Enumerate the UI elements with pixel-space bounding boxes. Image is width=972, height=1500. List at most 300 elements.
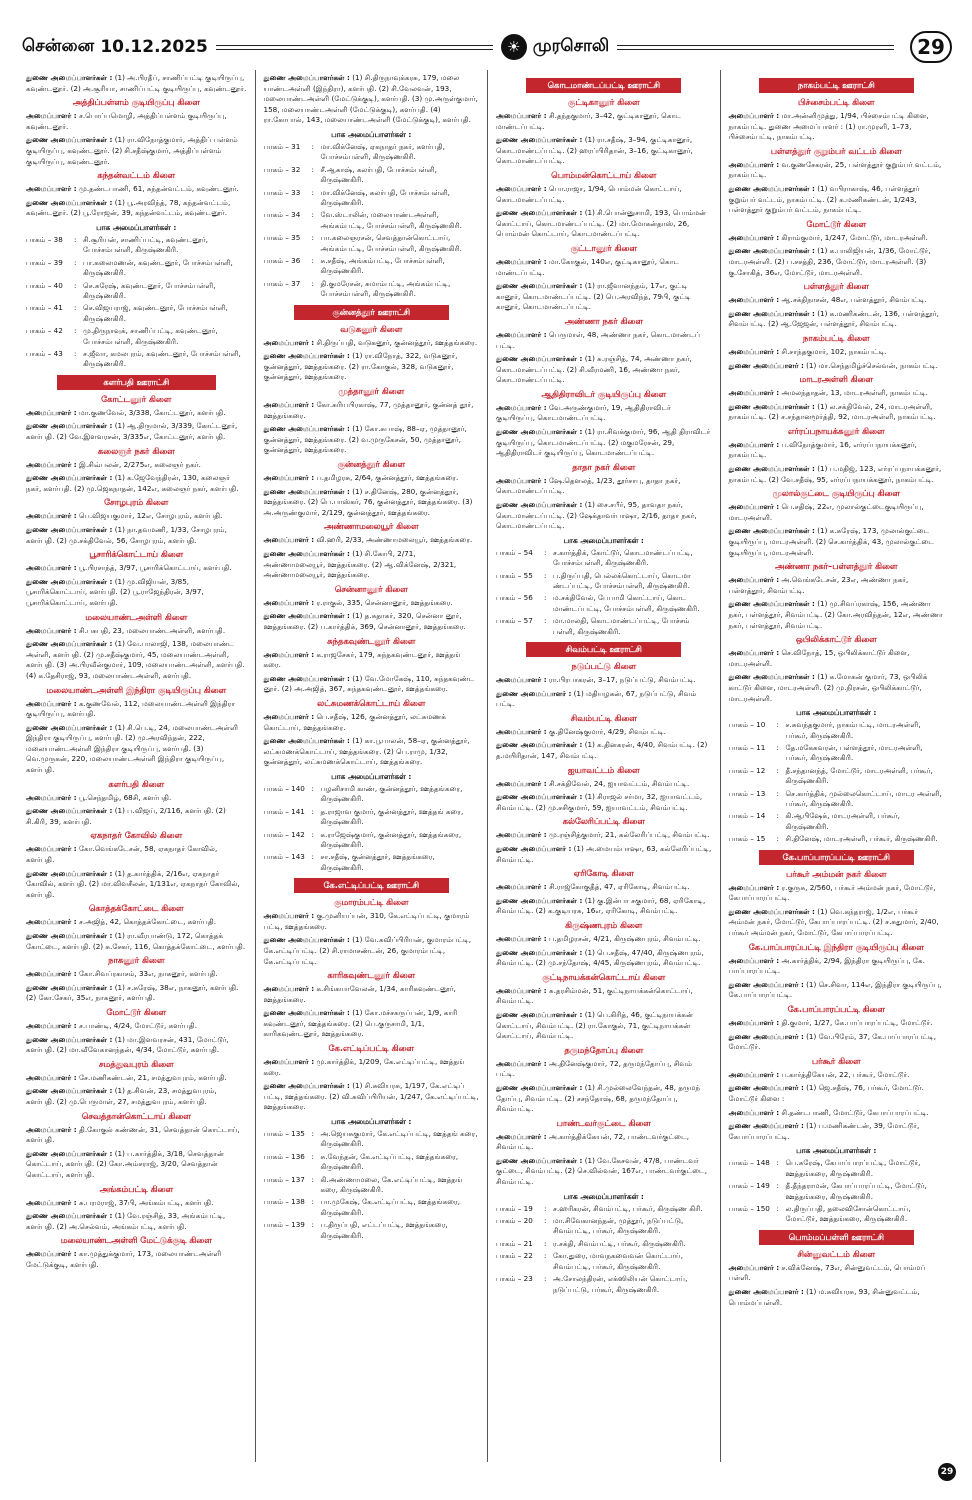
ward-row	[264, 852, 480, 873]
role-label: துணை அமைப்பாளர் :	[496, 688, 572, 698]
member-entry	[26, 917, 247, 928]
role-label: அமைப்பாளர் :	[728, 439, 780, 449]
member-details: தி.குமார், 1/27, கே.பாப்பாரப்பட்டி, மோட்டூர்.	[781, 1017, 933, 1027]
member-entry	[264, 1081, 480, 1113]
ward-number: பாகம் – 15	[728, 834, 766, 844]
member-entry	[729, 1018, 945, 1029]
member-details: கோ.சுரியபிரகாஷ், 77, முத்தானூர், குன்னத் தூர், ஊத்தங்கரை.	[263, 400, 474, 420]
member-entry	[729, 1121, 945, 1142]
member-details: (1) சி.கோபி, 2/71, அண்ணாமலையூர், ஊத்தங்கரை. (2) ஆ.விக்னேஷ், 2/321, அண்ணாமலையூர், ஊத்தங்கரை.	[263, 548, 457, 580]
member-details: (1) சி.பெ.டி, 24, மலையாண்டஅள்ளி இந்திரா குடியிருப்பு, களர்பதி. (2) மு.அரவிந்தன், 222, மலையாண்டஅள்ளி இந்திரா குடியிருப்பு, களர்பதி. (3) வெ.முருகன், 220, மலையாண்டஅள்ளி இந்திரா குடியிருப்பு, களர்பதி.	[26, 722, 239, 775]
role-label: அமைப்பாளர் :	[26, 917, 77, 927]
ward-row	[729, 789, 945, 810]
member-entry	[26, 511, 247, 522]
issue-date: 10.12.2025	[100, 37, 208, 57]
member-details: (1) சி.பொன்னுசாமி, 193, பொம்மன் கொட்டாய், கொடமாண்டப்பட்டி. (2) மா.மோகன்தாஸ், 26, பொம்மன் கொட்டாய், கொடமாண்டப்பட்டி.	[496, 208, 707, 239]
role-label: அமைப்பாளர் :	[263, 597, 315, 607]
branch-heading: சென்னானூர் கிளை	[334, 583, 408, 594]
ward-separator: :	[311, 256, 314, 266]
panchayat-banner: கொடமாண்டப்பட்டி ஊராட்சி	[526, 78, 681, 93]
branch-heading: பள்ளத்தூர் கிளை	[803, 281, 869, 292]
role-label: துணை அமைப்பாளர்கள் :	[728, 672, 815, 682]
member-details: (1) ரா.சிவக்குமார், 96, ஆதி திராவிடர் குடியிருப்பு, கொடமாண்டப்பட்டி. (2) மகுமரேசன், 29, ஆதிதிராவிடர் குடியிருப்பு, கொடமாண்டப்பட்டி.	[496, 427, 711, 458]
ward-number: பாகம் – 141	[263, 806, 305, 816]
member-details: க.சிங்கயாவேலன், 1/34, காரிகவுண்டனூர், ஊத்தங்கரை.	[263, 984, 456, 1004]
panchayat-banner: குன்னத்தூர் ஊராட்சி	[294, 305, 449, 320]
role-label: துணை அமைப்பாளர்கள் :	[728, 401, 815, 411]
ward-number: பாகம் – 38	[26, 234, 63, 244]
role-label: துணை அமைப்பாளர்கள் :	[728, 906, 815, 916]
member-details: (1) வே.கேசவன், 47/8, பாண்டவர் குட்டை, சிவம்பட்டி. (2) செ.வில்வன், 167எ, பாண்டவர்குட்டை, சிவம்பட்டி.	[496, 1155, 708, 1187]
branch-heading: அண்ணா நகர்–பள்ளத்தூர் கிளை	[775, 561, 898, 572]
member-details: சி.தந்தகுமார், 3–42, குட்டிகானூர், கொட மாண்டப்பட்டி.	[496, 111, 681, 131]
branch-heading: கந்தன்வட்டம் கிளை	[97, 170, 176, 181]
ward-number: பாகம் – 136	[263, 1151, 305, 1161]
member-entry	[26, 1211, 247, 1232]
member-entry	[729, 1032, 945, 1053]
ward-row	[26, 303, 247, 324]
member-entry	[26, 639, 247, 681]
role-label: அமைப்பாளர் :	[496, 475, 547, 485]
panchayat-banner: சிவம்பட்டி ஊராட்சி	[526, 642, 681, 657]
role-label: துணை அமைப்பாளர்கள் :	[728, 246, 815, 256]
member-entry	[496, 779, 712, 790]
member-details: ர.ராகுல், 335, சென்னானூர், ஊத்தங்கரை.	[316, 597, 453, 607]
member-entry	[496, 403, 712, 424]
role-label: அமைப்பாளர் :	[496, 778, 547, 788]
member-entry	[26, 931, 247, 952]
role-label: அமைப்பாளர் :	[263, 400, 315, 410]
member-details: (1) ரா.விநோத்குமார், அத்திப் பள்ளம் குடியிருப்பு, கவுண்டனூர். (2) சி.சதீஷ்குமார், அத்திப்பள்ளம் குடியிருப்பு, கவுண்டனூர்.	[26, 135, 238, 166]
member-details: கா.முத்துக்குமார், 173, மலையாண்டஅள்ளி மேட்டுக்குடி, களர்பதி.	[26, 1249, 222, 1269]
member-entry	[496, 135, 712, 167]
member-entry	[264, 424, 480, 456]
member-entry	[729, 388, 945, 399]
role-label: துணை அமைப்பாளர்கள் :	[263, 351, 350, 361]
member-entry	[26, 1198, 247, 1209]
branch-heading: அங்கம்பட்டி கிளை	[99, 1183, 174, 1194]
member-details: (1) அ.மையம்பாஷா, 63, கல்லேரிப்பட்டி, சிவம்பட்டி.	[496, 844, 712, 864]
member-details: (1) மா.செந்தமிழ்ச்செல்வன், நாகம்பட்டி.	[806, 360, 938, 370]
role-label: துணை அமைப்பாளர்கள் :	[496, 208, 583, 218]
member-details: பெ.சதீஷ், 126, குன்னத்தூர், லட்சுமணக் கொட்டாய், ஊத்தங்கரை.	[263, 711, 447, 732]
member-details: பெ.சதிஷ், 22எ, முலால்குட்டைகுடியிருப்பு, மாடரஅள்ளி.	[728, 502, 924, 522]
branch-heading: கே.பாப்பாரப்பட்டி இந்திரா குடியிருப்பு கிளை	[748, 941, 924, 952]
ward-organiser: பா.கலைமணன், கவுண்டனூர், போச்சம்பள்ளி, கிருஷ்ணகிரி.	[83, 257, 233, 278]
ward-organiser: மா.சிவேகானந்தன், முத்தூர், நடுப்பட்டு, சிவம்பட்டி, பர்கூர், கிருஷ்ணகிரி.	[553, 1216, 684, 1236]
member-entry	[264, 736, 480, 768]
member-entry	[26, 1086, 247, 1107]
branch-heading: சின்னுவட்டம் கிளை	[797, 1248, 876, 1259]
member-entry	[496, 1010, 712, 1042]
role-label: அமைப்பாளர் :	[263, 473, 315, 482]
ward-number: பாகம் – 148	[728, 1158, 770, 1168]
ward-number: பாகம் – 11	[728, 742, 766, 752]
ward-organiser: பழனிசாமி காண், குன்னத்தூர், ஊத்தங்கரை, கிருஷ்ணகிரி.	[320, 783, 463, 804]
role-label: துணை அமைப்பாளர்கள் :	[496, 895, 583, 905]
ward-number: பாகம் – 142	[263, 829, 305, 839]
ward-separator: :	[544, 1274, 547, 1284]
member-entry	[496, 281, 712, 313]
ward-organiser: ச.சுவந்தகுமார், நாகம்பட்டி, மாடரஅள்ளி, பர்கூர், கிருஷ்ணகிரி.	[785, 720, 921, 740]
role-label: அமைப்பாளர் :	[263, 337, 315, 347]
member-entry	[729, 184, 945, 216]
member-details: (1) ரா.வீரபாண்டு, 172, கொத்தக் கோட்டை, களர்பதி. (2) சு.சேகர், 116, கொத்தக்கோட்டை, களர்பதி.	[26, 931, 246, 951]
ward-number: பாகம் – 35	[263, 233, 301, 243]
member-entry	[729, 111, 945, 143]
ward-number: பாகம் – 21	[496, 1238, 533, 1248]
ward-organiser: த.ராஜாவ குமார், குன்னத்தூர், ஊத்தங் கரை, கிருஷ்ணகிரி.	[320, 806, 464, 827]
ward-number: பாகம் – 149	[728, 1181, 770, 1191]
role-label: அமைப்பாளர் :	[263, 1057, 315, 1067]
member-details: (1) ஜெ.சதீஷ், 76, பர்கூர், மோட்டூர். மோட்டூர் கிளை :	[728, 1083, 924, 1103]
ward-row	[26, 281, 247, 302]
footer-page-number: 29	[938, 1463, 956, 1481]
role-label: அமைப்பாளர் :	[26, 969, 77, 979]
branch-heading: லட்சுமணக்கொட்டாய் கிளை	[317, 697, 426, 708]
role-label: அமைப்பாளர் :	[26, 407, 77, 417]
masthead	[22, 30, 952, 64]
member-entry	[26, 723, 247, 776]
member-details: (1) அ.பிரதீப், சாணிப்பட்டி குடியிருப்பு, கவுண்டனூர். (2) அ.சூரியா, சாணிப்பட்டி குடியிருப்பு, கவுண்டனூர்.	[26, 73, 247, 93]
role-label: அமைப்பாளர் :	[728, 295, 780, 305]
member-details: சே.மணிகண்டன், 21, சமத்துவபுரம், களர்பதி.	[78, 1072, 227, 1082]
member-details: அ.கார்த்திக்கேயன், 72, பாண்டவர்குட்டை, சிவம்பட்டி.	[496, 1131, 690, 1152]
member-entry	[26, 869, 247, 901]
member-details: (1) மு.விஜியன், 3/85, பூசாரிக்கொட்டாய், களர்பதி. (2) பூ.ராஜேந்திரன், 3/97, பூசாரிக்கொட்டாய், களர்பதி.	[26, 576, 204, 607]
section-subheading: பாக அமைப்பாளர்கள் :	[331, 129, 412, 139]
page-number: 29	[910, 31, 952, 63]
role-label: அமைப்பாளர் :	[26, 625, 77, 635]
ward-organiser: ர.சக்தி, சிவம்பட்டி, பர்கூர், கிருஷ்ணகிரி.	[553, 1238, 686, 1248]
role-label: துணை அமைப்பாளர்கள் :	[263, 673, 350, 683]
panchayat-banner: பொம்மப்பள்ளி ஊராட்சி	[759, 1230, 914, 1245]
ward-organiser: தே.மகேசுவரன், பள்ளத்தூர், மாடரஅள்ளி, பர்கூர், கிருஷ்ணகிரி.	[785, 742, 923, 763]
role-label: அமைப்பாளர் :	[496, 985, 547, 995]
ward-row	[729, 1158, 945, 1179]
ward-organiser: பா.முகேஷ், கே.எட்டிப்பட்டி, ஊத்தங்கரை, கிருஷ்ணகிரி.	[320, 1197, 461, 1217]
ward-row	[26, 235, 247, 256]
branch-heading: எர்ரப்பநாயக்கனூர் கிளை	[787, 425, 885, 436]
member-entry	[26, 421, 247, 442]
branch-heading: முத்தானூர் கிளை	[338, 386, 405, 397]
member-entry	[729, 907, 945, 939]
role-label: துணை அமைப்பாளர் :	[728, 979, 804, 989]
member-details: (1) நா.தவமணி, 1/33, சோழபுரம், களர்பதி. (2) மு.சக்திவேல், 56, சோழபுரம், களர்பதி.	[26, 524, 227, 545]
ward-organiser: அ.சோலந்திரன், எக்ஸிலியன் கொட்டாய், நடுப்பட்டு, பர்கூர், கிருஷ்ணகிரி.	[553, 1274, 688, 1294]
ward-number: பாகம் – 39	[26, 257, 63, 267]
member-details: (1) மதியழகன், 67, நடுப்பட்டு, சிவம் பட்டி.	[496, 688, 697, 709]
ward-organiser: செ.விஜயராஜ், கவுண்டனூர், போச்சம்பள்ளி, கிருஷ்ணகிரி.	[83, 303, 228, 323]
member-entry	[729, 575, 945, 596]
ward-organiser: செ.சுரேஷ், கவுண்டனூர், போச்சம்பள்ளி, கிருஷ்ணகிரி.	[83, 280, 216, 300]
member-details: (1) சி.முல்லைவேந்தன், 48, தருமந் தோப்பு, சிவம்பட்டி. (2) சசந்தோஷ், 68, தருமந்தோப்பு, சிவம்பட்டி.	[496, 1082, 701, 1114]
role-label: துணை அமைப்பாளர்கள் :	[496, 1082, 583, 1092]
member-details: (1) த.சுதாகர், 320, சென்னா னூர், ஊத்தங்கரை. (2) ப.கார்த்திக், 369, சென்னானூர், ஊத்தங்கரை.	[263, 611, 466, 631]
member-entry	[729, 1083, 945, 1104]
member-entry	[26, 408, 247, 419]
ward-organiser: மு.திருநாவுக், சாணிப்பட்டி, கவுண்டனூர், போச்சம்பள்ளி, கிருஷ்ணகிரி.	[83, 326, 218, 346]
role-label: துணை அமைப்பாளர்கள் :	[26, 197, 113, 207]
branch-heading: மோட்டூர் கிளை	[106, 1006, 167, 1017]
ward-row	[496, 1239, 712, 1249]
role-label: அமைப்பாளர் :	[728, 346, 780, 356]
ward-organiser: மா.மாலதி, கொடமாண்டப்பட்டி, போச்சம் பள்ளி, கிருஷ்ணகிரி.	[553, 616, 690, 636]
ward-organiser: ச.ஜீவா, கமலபுரம், கவுண்டனூர், போச்சம்பள்ளி, கிருஷ்ணகிரி.	[83, 349, 241, 369]
member-details: மா.கோகுல், 140எ, குட்டிகானூர், கொட மாண்டப்பட்டி.	[496, 256, 680, 277]
ward-separator: :	[776, 1158, 779, 1168]
member-details: பெ.விஜயகுமார், 12எ, சோழபுரம், களர்பதி.	[78, 511, 223, 521]
member-details: (1) ச.தினேஷ், 280, குன்னத்தூர், ஊத்தங்கரை. (2) பெ.பாஸ்கர், 76, குன்னத்தூர், ஊத்தங்கரை. (3) அ.அருண்குமார், 2/129, குன்னத்தூர், ஊத்தங்கரை.	[263, 486, 473, 517]
panchayat-banner: கே.எட்டிப்பட்டி ஊராட்சி	[294, 878, 449, 893]
ward-row	[729, 1181, 945, 1202]
ward-number: பாகம் – 40	[26, 280, 63, 290]
branch-heading: தருமந்தோப்பு கிளை	[564, 1044, 644, 1055]
member-entry	[729, 233, 945, 244]
role-label: அமைப்பாளர் :	[26, 698, 77, 708]
ward-separator: :	[74, 234, 77, 244]
member-entry	[729, 502, 945, 523]
ward-row	[729, 766, 945, 787]
ward-row	[496, 593, 712, 614]
role-label: துணை அமைப்பாளர்கள் :	[728, 599, 815, 609]
branch-heading: சிவம்பட்டி கிளை	[570, 712, 637, 723]
member-details: தி.கோகுல் கண்ணன், 31, செவத்தான் கொட்டாய், களர்பதி.	[26, 1124, 240, 1145]
ward-row	[264, 188, 480, 209]
role-label: துணை அமைப்பாளர்கள் :	[496, 1009, 583, 1019]
member-entry	[26, 184, 247, 195]
member-entry	[729, 980, 945, 1001]
role-label: அமைப்பாளர் :	[496, 1131, 547, 1141]
member-details: (1) க.பாலிஜியன், 1/36, மோட்டூர், மாடரஅள்ளி. (2) ப.சசத்தி, 236, மோட்டூர், மாடரஅள்ளி. (3) கு.சோகித், 36எ, மோட்டூர், மாடரஅள்ளி.	[728, 246, 931, 277]
member-details: ர.குருசு, 2/560, பர்கூர் அம்மன் நகர், மோட்டூர், கேபாப்பாரப்பட்டி.	[728, 882, 936, 903]
member-entry	[264, 473, 480, 484]
role-label: அமைப்பாளர் :	[26, 1072, 77, 1082]
branch-heading: களர்பதி கிளை	[108, 778, 165, 789]
member-details: (1) க.மணிகண்டன், 136, பள்ளத்தூர், சிவம்பட்டி. (2) ஆ.ஜேஜன், பள்ளத்தூர், சிவம்பட்டி.	[728, 308, 939, 329]
role-label: அமைப்பாளர் :	[26, 459, 77, 469]
role-label: அமைப்பாளர் :	[728, 648, 780, 658]
member-entry	[496, 500, 712, 532]
member-details: கு.தினேஷ்குமார், 4/29, சிவம்பட்டி.	[548, 726, 666, 736]
member-details: சு.தரசிம்மன், 51, குட்டிநாயக்கன்கொட்டாய், சிவம்பட்டி.	[496, 985, 693, 1006]
ward-number: பாகம் – 42	[26, 326, 63, 336]
ward-separator: :	[544, 1203, 547, 1213]
section-subheading: பாக அமைப்பாளர்கள் :	[563, 535, 644, 545]
member-details: வே.அருண்குமார், 19, ஆதிதிராவிடர் குடியிருப்பு, கொடமாண்டப்பட்டி.	[496, 402, 671, 423]
role-label: துணை அமைப்பாளர்கள் :	[496, 947, 583, 957]
member-details: அமலந்தாதன், 13, மாடரஅள்ளி, நாகம்பட்டி.	[781, 388, 928, 398]
role-label: துணை அமைப்பாளர்கள் :	[496, 500, 583, 510]
ward-organiser: ப.திருப்பதி, எட்டப்பட்டி, ஊத்தங்கரை, கிருஷ்ணகிரி.	[320, 1220, 448, 1240]
ward-number: பாகம் – 56	[496, 593, 533, 603]
ward-number: பாகம் – 36	[263, 256, 301, 266]
ward-row	[496, 1251, 712, 1272]
member-entry	[26, 198, 247, 219]
role-label: துணை அமைப்பாளர் :	[728, 360, 804, 370]
role-label: அமைப்பாளர் :	[496, 830, 547, 840]
member-details: (1) ரா.ஜீவானந்தம், 17எ, குட்டி கானூர், கொடமாண்டப்பட்டி. (2) பெ.அரவிந்த், 79பி, குட்டி கானூர், கொடமாண்டப்பட்டி.	[496, 281, 691, 312]
ward-separator: :	[311, 278, 314, 288]
rising-sun-icon: ☀	[501, 34, 527, 60]
member-details: (1) க.சுரேஷ், 173, முலால்குட்டை குடியிருப்பு, மாடரஅள்ளி. (2) செ.கார்த்திக், 43, முலால்குட்டை குடியிருப்பு, மாடரஅள்ளி.	[728, 526, 934, 557]
role-label: அமைப்பாளர் :	[728, 1017, 780, 1027]
ward-separator: :	[544, 593, 547, 603]
branch-heading: கிருஷ்ணபுரம் கிளை	[565, 919, 643, 930]
role-label: துணை அமைப்பாளர்கள் :	[26, 421, 113, 431]
role-label: துணை அமைப்பாளர்கள் :	[496, 427, 583, 437]
role-label: அமைப்பாளர் :	[496, 726, 547, 736]
member-details: (1) ரா.சதீஷ், 3–94, குட்டிகானூர், கொடமாண்டப்பட்டி. (2) ஹரப்பிரிதான், 3–16, குட்டிகானூர், கொடமாண்டப்பட்டி.	[496, 135, 693, 166]
member-entry	[26, 793, 247, 804]
member-details: (1) சிராஜல் சர்மா, 32, ஐயாவட்டம், சிவம்பட்டி. (2) மு.சசிகுமார், 59, ஐயாவட்டம், சிவம்பட்டி.	[496, 792, 703, 812]
member-entry	[264, 712, 480, 733]
ward-number: பாகம் – 135	[263, 1129, 305, 1139]
ward-row	[26, 349, 247, 370]
role-label: அமைப்பாளர் :	[496, 256, 547, 266]
member-details: கு.முனியப்பன், 310, கே.எட்டிப்பட்டி, குமாரம் பட்டி, ஊத்தங்கரை.	[263, 911, 470, 931]
role-label: அமைப்பாளர் :	[496, 1058, 547, 1068]
ward-number: பாகம் – 31	[263, 141, 301, 151]
member-details: (1) வெ.கந்தராஜ், 1/2எ, பர்கூர் அம்மன் நகர், மோட்டூர், கேபாப்பாரப்பட்டி. (2) ச.சுதுமார், 2/40, பர்கூர் அம்மன் நகர், மோட்டூர், கேபாப்பாரப்பட்டி.	[728, 906, 939, 937]
role-label: அமைப்பாளர் :	[728, 955, 780, 965]
role-label: அமைப்பாளர் :	[263, 984, 315, 994]
member-entry	[496, 184, 712, 205]
ward-separator: :	[311, 806, 314, 816]
member-details: (1) செ.சிவா, 114எ, இந்திரா குடியிருப்பு, கே.பாப்பாரப்பட்டி.	[728, 979, 942, 1000]
member-entry	[496, 1083, 712, 1115]
panchayat-banner: களர்பதி ஊராட்சி	[57, 375, 216, 390]
ward-row	[496, 548, 712, 569]
member-details: பூ.செந்தமிழ், 68சி, களர்பதி.	[78, 792, 172, 802]
role-label: அமைப்பாளர் :	[496, 183, 547, 193]
member-entry	[264, 535, 480, 546]
role-label: துணை அமைப்பாளர்கள் :	[26, 722, 113, 732]
member-details: ப.கார்த்திகேயன், 22, பர்கூர், மோட்டூர்.	[781, 1069, 910, 1079]
masthead-rule-right	[617, 45, 894, 50]
section-subheading: பாக அமைப்பாளர்கள் :	[796, 708, 877, 718]
ward-separator: :	[544, 1216, 547, 1226]
member-entry	[729, 295, 945, 306]
member-entry	[496, 934, 712, 945]
role-label: துணை அமைப்பாளர்கள் :	[26, 1148, 113, 1158]
member-details: பூ.பிரசாந்த், 3/97, பூசாரிக்கொட்டாய், களர்பதி.	[78, 563, 232, 573]
member-details: ச.பொப்பமொழி, அத்திப்பள்ளம் குடியிருப்பு, கவுண்டனூர்.	[26, 111, 227, 131]
branch-heading: பூசாரிக்கொட்டாய் கிளை	[89, 549, 184, 560]
member-details: (1) ஆ.திருமால், 3/339, கோட்டனூர், களர்பதி. (2) வே.இளவரசன், 3/335எ, கோட்டனூர், களர்பதி.	[26, 421, 238, 441]
member-details: ஆ.சக்திநாசன், 48எ, பள்ளத்தூர், சிவம்பட்டி.	[781, 295, 927, 305]
role-label: துணை அமைப்பாளர்கள் :	[263, 736, 350, 746]
ward-separator: :	[776, 788, 779, 798]
ward-number: பாகம் – 34	[263, 210, 301, 220]
branch-heading: பள்ளத்தூர் குறும்பர் வட்டம் கிளை	[770, 145, 902, 156]
role-label: அமைப்பாளர் :	[496, 675, 547, 685]
role-label: அமைப்பாளர் :	[26, 844, 77, 854]
ward-separator: :	[311, 1151, 314, 1161]
ward-separator: :	[544, 1251, 547, 1261]
ward-number: பாகம் – 32	[263, 164, 301, 174]
member-entry	[496, 727, 712, 738]
member-details: அ.கார்த்திக், 2/94, இந்திரா குடியிருப்பு, கே. பாப்பாரப்பட்டி.	[728, 955, 925, 976]
ward-number: பாகம் – 23	[496, 1274, 533, 1284]
ward-number: பாகம் – 22	[496, 1251, 533, 1261]
role-label: துணை அமைப்பாளர்கள் :	[26, 1211, 113, 1221]
branch-heading: குட்டானூர் கிளை	[570, 242, 637, 253]
member-entry	[26, 1149, 247, 1181]
role-label: துணை அமைப்பாளர்கள் :	[728, 526, 815, 536]
member-details: (1) வே.சுவிப்பிரியன், குமாரம்பட்டி, கே.எட்டிப்பட்டி. (2) சி.ராமாசண்டன், 26, குமாரம்பட்டி, கே.எட்டிப்பட்டி.	[263, 935, 472, 966]
role-label: துணை அமைப்பாளர்கள் :	[263, 73, 350, 82]
role-label: அமைப்பாளர் :	[26, 1020, 77, 1030]
role-label: துணை அமைப்பாளர்கள் :	[26, 806, 113, 816]
member-details: (1) மு.சிவப்ரகாஷ், 156, அண்ணா நகர், பள்ளத்தூர், சிவம்பட்டி. (2) கோ.அரவிந்தன், 12எ, அண்ணா நகர், பள்ளத்தூர், சிவம்பட்டி.	[728, 599, 943, 630]
ward-separator: :	[74, 280, 77, 290]
member-details: (1) வே.மோகேஷ், 110, சுந்தகவுண்ட னூர். (2) அ.அஜித், 367, சுந்தகவுண்டனூர், ஊத்தங்கரை.	[263, 673, 475, 694]
ward-separator: :	[776, 765, 779, 775]
member-entry	[496, 330, 712, 351]
member-entry	[496, 257, 712, 278]
member-entry	[496, 792, 712, 813]
branch-heading: அண்ணாமலையூர் கிளை	[323, 521, 419, 532]
member-entry	[496, 675, 712, 686]
ward-number: பாகம் – 19	[496, 1203, 533, 1213]
member-details: ச.அஜித், 42, கொத்தக்கோட்டை, களர்பதி.	[78, 917, 217, 927]
member-entry	[729, 160, 945, 181]
ward-organiser: கி.அண்ணாமலை, கே.எட்டிப்பட்டி, ஊத்தங் கரை, கிருஷ்ணகிரி.	[320, 1174, 463, 1195]
role-label: அமைப்பாளர் :	[26, 1197, 77, 1207]
branch-heading: ஏகநாதர் கோவில் கிளை	[90, 830, 183, 841]
ward-separator: :	[776, 834, 779, 844]
role-label: அமைப்பாளர் :	[26, 184, 77, 194]
branch-heading: தாதா நகர் கிளை	[572, 461, 636, 472]
ward-organiser: சா.சதீஷ், குன்னத்தூர், ஊத்தங்கரை, கிருஷ்ணகிரி.	[320, 852, 435, 872]
member-entry	[264, 338, 480, 349]
member-details: சி.சாந்தகுமார், 102, நாகம்பட்டி.	[781, 346, 887, 356]
member-entry	[26, 1073, 247, 1084]
member-details: (1) சி.திருநாவுக்கரசு, 179, மலை யாண்டஅள்ளி (இந்திரா), களர்பதி. (2) சி.வேலவன், 193, மலையாண்டஅள்ளி (மேட்டுக்குடி), களர்பதி. (3) மு.அருள்குமார், 158, மலையாண்டஅள்ளி (மேட்டுக்குடி), களர்பதி. (4) ரா.கோபால், 143, மலையாண்டஅள்ளி (மேட்டுக்குடி), களர்பதி.	[263, 73, 478, 125]
member-details: (1) ம.சுவியரசு, 93, சின்னுவட்டம், பொம்மப்பள்ளி.	[728, 1286, 920, 1307]
member-entry	[496, 689, 712, 710]
ward-row	[729, 811, 945, 832]
panchayat-banner: கே.பாப்பாரப்பட்டி ஊராட்சி	[759, 850, 914, 865]
member-details: கோ.சிவப்ரகாசம், 33எ, நாகனூர், களர்பதி.	[78, 969, 218, 979]
ward-organiser: சி.தினேஷ், மாடரஅள்ளி, பர்கூர், கிருஷ்ணகிரி.	[785, 834, 938, 844]
member-details: ச.பாண்டி, 4/24, மோட்டூர், களர்பதி.	[78, 1020, 197, 1030]
ward-organiser: ம.சக்திவேல், பேபாமி கொட்டாய், கொட மாண்டப்பட்டி, போச்சம்பள்ளி, கிருஷ்ணகிரி.	[553, 593, 700, 613]
role-label: துணை அமைப்பாளர்கள் :	[263, 935, 350, 945]
ward-organiser: ச.கார்த்திக், கோட்டூர், கொடமாண்டப்பட்டி, போச்சம்பள்ளி, கிருஷ்ணகிரி.	[553, 547, 693, 568]
member-details: (1) ப.விஜய், 2/116, களர்பதி. (2) சி.கிரி, 39, களர்பதி.	[26, 806, 226, 826]
member-details: (1) த.கார்த்திக், 2/16எ, ஏகநாதர் கோவில், களர்பதி. (2) மா.விவசீலன், 1/131எ, ஏகநாதர் கோவில், களர்பதி.	[26, 868, 240, 899]
ward-organiser: கோ.துரை, மாவநகவைவன் கொட்டாய், சிவம்பட்டி, பர்கூர், கிருஷ்ணகிரி.	[553, 1251, 684, 1271]
section-subheading: பாக அமைப்பாளர்கள் :	[563, 1191, 644, 1201]
branch-heading: நாகனூர் கிளை	[108, 955, 165, 966]
ward-row	[264, 807, 480, 828]
member-entry	[729, 526, 945, 558]
member-details: (1) கு.இன்பா சகுமார், 68, ஏரிகோடி, சிவம்பட்டி. (2) க.குடியரசு, 16எ, ஏரிகோடி, சிவம்பட்டி.	[496, 895, 706, 916]
ward-number: பாகம் – 37	[263, 278, 301, 288]
member-details: (1) வே.பிரேம், 37, கே.பாப்பாரப்பட்டி, மோட்டூர்.	[728, 1031, 936, 1052]
member-entry	[26, 577, 247, 609]
member-details: (1) க.தினகரன், 4/40, சிவம்பட்டி. (2) த.மயிரிதான், 147, சிவம்பட்டி.	[496, 740, 708, 761]
role-label: துணை அமைப்பாளர்கள் :	[26, 931, 113, 940]
role-label: அமைப்பாளர் :	[263, 535, 315, 545]
ward-row	[729, 743, 945, 764]
ward-row	[264, 1220, 480, 1241]
role-label: அமைப்பாளர் :	[26, 563, 77, 573]
role-label: அமைப்பாளர் :	[263, 711, 315, 721]
member-details: (1) க.ஜேவேந்திரன், 130, கலைஞர் நகர், களர்பதி. (2) மு.ஜெகநாதன், 142எ, கலைஞர் நகர், களர்பதி.	[26, 473, 239, 493]
